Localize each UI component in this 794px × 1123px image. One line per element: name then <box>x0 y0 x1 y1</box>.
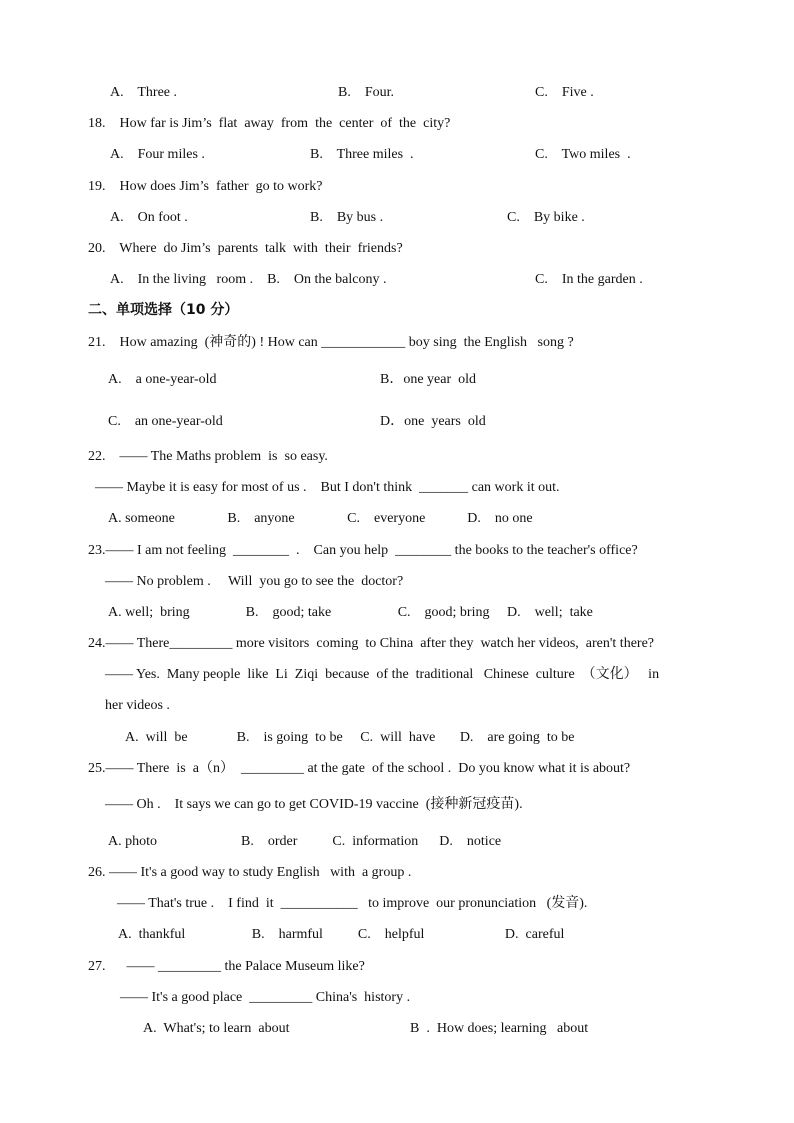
question-line: A. a one-year-old <box>108 372 217 387</box>
question-line: 20. Where do Jim’s parents talk with their friends? <box>88 241 403 256</box>
question-line: 24.—— There_________ more visitors coming to China after they watch her videos, aren't there? <box>88 636 655 651</box>
question-line: A. well; bring B. good; take C. good; bring D. well; take <box>108 605 593 620</box>
question-line: B. Three miles . <box>310 147 414 162</box>
question-line: A. someone B. anyone C. everyone D. no one <box>108 511 533 526</box>
question-line: A. What's; to learn about <box>143 1021 290 1036</box>
question-line: B . How does; learning about <box>410 1021 589 1036</box>
question-line: C. In the garden . <box>535 272 643 287</box>
question-line: C. an one-year-old <box>108 414 223 429</box>
question-line: A. Four miles . <box>110 147 205 162</box>
question-line: 18. How far is Jim’s flat away from the center of the city? <box>88 116 451 131</box>
question-line: B. Four. <box>338 85 395 100</box>
question-line: 22. —— The Maths problem is so easy. <box>88 449 328 464</box>
question-line: B. By bus . <box>310 210 384 225</box>
question-line: her videos . <box>105 698 170 713</box>
question-line: C. Two miles . <box>535 147 631 162</box>
question-line: —— Maybe it is easy for most of us . But I don't think _______ can work it out. <box>95 480 560 495</box>
question-line: D．one years old <box>380 414 486 429</box>
question-line: A. In the living room . B. On the balcony . <box>110 272 387 287</box>
question-line: —— It's a good place _________ China's history . <box>120 990 411 1005</box>
question-line: 19. How does Jim’s father go to work? <box>88 179 323 194</box>
question-line: 27. —— _________ the Palace Museum like? <box>88 959 365 974</box>
question-line: A. On foot . <box>110 210 188 225</box>
question-line: 25.—— There is a（n） _________ at the gate of the school . Do you know what it is about? <box>88 761 631 776</box>
question-line: A. Three . <box>110 85 177 100</box>
question-line: A. photo B. order C. information D. notice <box>108 834 502 849</box>
question-line: —— Yes. Many people like Li Ziqi because of the traditional Chinese culture （文化） in <box>105 667 660 682</box>
question-line: A. thankful B. harmful C. helpful D. careful <box>118 927 565 942</box>
question-line: —— That's true . I find it ___________ to improve our pronunciation (发音). <box>117 896 588 911</box>
question-line: A. will be B. is going to be C. will have D. are going to be <box>125 730 575 745</box>
question-line: 26. —— It's a good way to study English with a group . <box>88 865 412 880</box>
question-line: —— No problem . Will you go to see the doctor? <box>105 574 404 589</box>
question-line: 23.—— I am not feeling ________ . Can you help ________ the books to the teacher's office? <box>88 543 638 558</box>
question-line: C. By bike . <box>507 210 585 225</box>
question-line: C. Five . <box>535 85 594 100</box>
question-line: B．one year old <box>380 372 477 387</box>
question-line: —— Oh . It says we can go to get COVID-19 vaccine (接种新冠疫苗). <box>105 797 523 812</box>
section-heading: 二、单项选择（10 分） <box>88 302 239 318</box>
question-line: 21. How amazing (神奇的) ! How can ____________ boy sing the English song ? <box>88 335 574 350</box>
